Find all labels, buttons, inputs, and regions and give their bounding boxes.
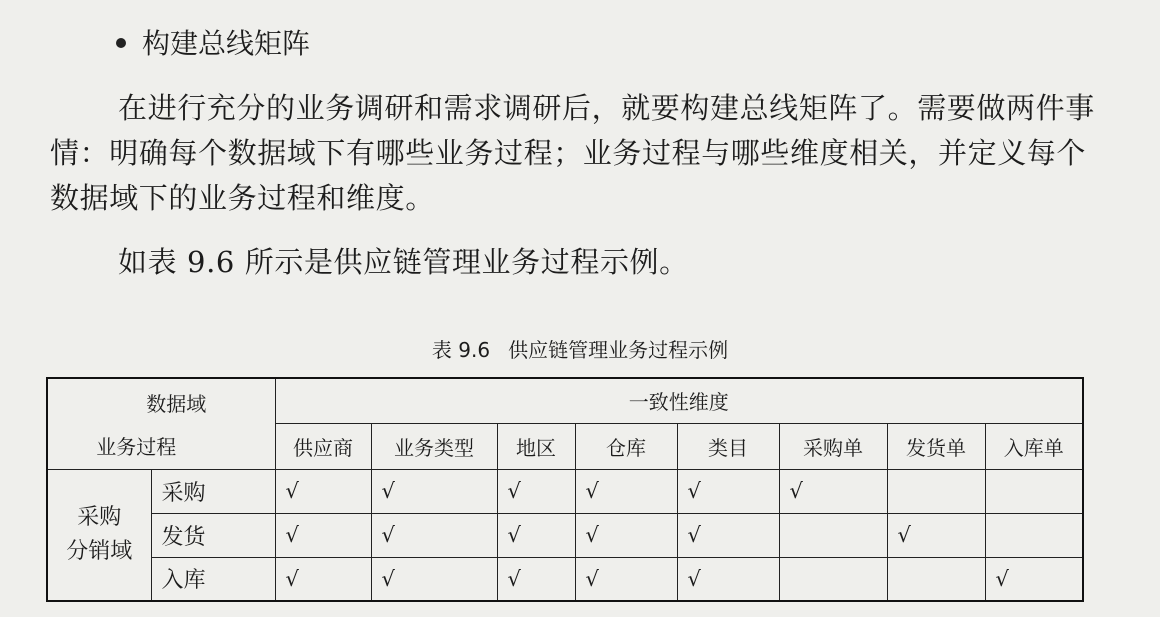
check-cell: √ <box>575 557 677 601</box>
table-row <box>47 557 1083 601</box>
check-cell <box>779 557 887 601</box>
check-cell: √ <box>677 513 779 557</box>
check-cell <box>985 469 1083 513</box>
paragraph-1-text: 在进行充分的业务调研和需求调研后，就要构建总线矩阵了。需要做两件事情：明确每个数据域下有哪些业务过程；业务过程与哪些维度相关，并定义每个数据域下的业务过程和维度。 <box>50 91 1095 215</box>
check-cell: √ <box>371 557 497 601</box>
table-caption <box>0 336 1160 364</box>
check-cell: √ <box>497 513 575 557</box>
dimension-header: 业务类型 <box>371 423 497 469</box>
check-cell: √ <box>575 513 677 557</box>
dimension-header: 入库单 <box>985 423 1083 469</box>
dimension-header: 仓库 <box>575 423 677 469</box>
check-cell: √ <box>575 469 677 513</box>
section-heading <box>116 24 310 64</box>
check-cell: √ <box>371 513 497 557</box>
dimension-header: 发货单 <box>887 423 985 469</box>
check-cell <box>985 513 1083 557</box>
section-heading-text: 构建总线矩阵 <box>142 27 311 60</box>
dimension-header: 类目 <box>677 423 779 469</box>
paragraph-2: 如表 9.6 所示是供应链管理业务过程示例。 <box>118 245 689 279</box>
process-cell: 入库 <box>151 557 275 601</box>
paragraph-1 <box>50 86 1100 221</box>
table-row <box>47 513 1083 557</box>
data-domain-cell <box>47 469 151 601</box>
table-corner-header <box>47 378 275 469</box>
check-cell: √ <box>887 513 985 557</box>
check-cell <box>887 557 985 601</box>
data-domain-line-1: 采购 <box>77 504 122 530</box>
check-cell: √ <box>985 557 1083 601</box>
bullet-icon <box>116 38 126 48</box>
check-cell: √ <box>275 469 371 513</box>
check-cell: √ <box>275 513 371 557</box>
table-row <box>47 469 1083 513</box>
dimension-header: 采购单 <box>779 423 887 469</box>
check-cell: √ <box>677 469 779 513</box>
check-cell: √ <box>497 469 575 513</box>
corner-business-process-label: 业务过程 <box>96 434 177 459</box>
table-caption-number: 表 9.6 <box>431 338 491 362</box>
corner-data-domain-label: 数据域 <box>146 391 207 416</box>
data-domain-line-2: 分销域 <box>66 538 133 564</box>
process-cell: 采购 <box>151 469 275 513</box>
check-cell <box>887 469 985 513</box>
bus-matrix-table <box>46 377 1084 602</box>
check-cell <box>779 513 887 557</box>
dimension-group-header: 一致性维度 <box>275 378 1083 423</box>
check-cell: √ <box>275 557 371 601</box>
dimension-header: 地区 <box>497 423 575 469</box>
check-cell: √ <box>779 469 887 513</box>
table-caption-title: 供应链管理业务过程示例 <box>508 338 729 362</box>
process-cell: 发货 <box>151 513 275 557</box>
check-cell: √ <box>371 469 497 513</box>
dimension-header: 供应商 <box>275 423 371 469</box>
check-cell: √ <box>677 557 779 601</box>
check-cell: √ <box>497 557 575 601</box>
